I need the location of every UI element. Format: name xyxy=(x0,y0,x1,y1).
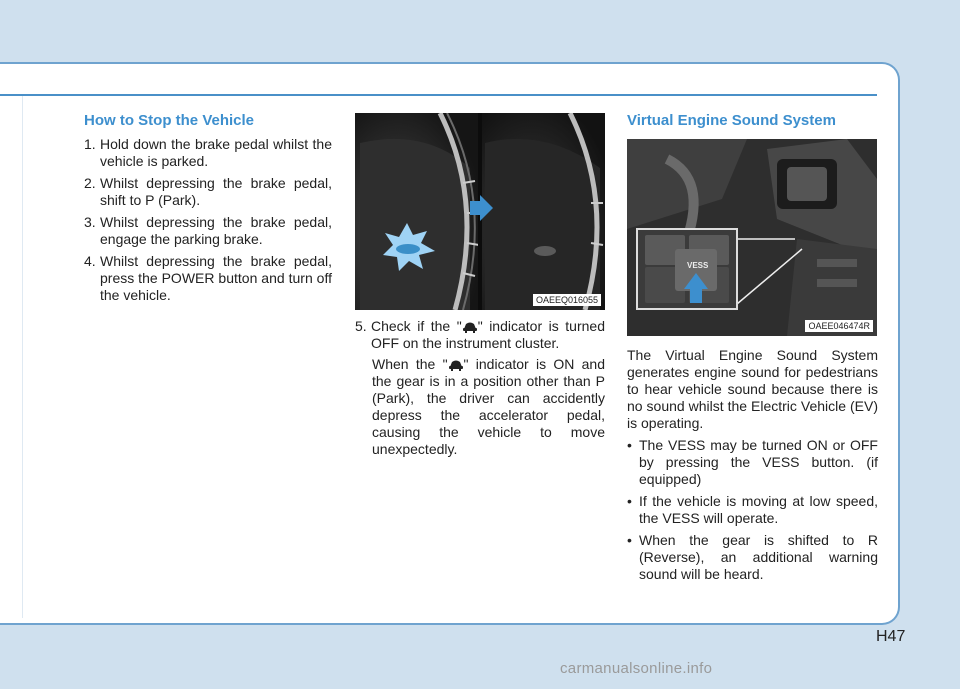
step-5 xyxy=(355,318,605,458)
warning-note xyxy=(355,356,605,458)
margin-line xyxy=(22,96,23,618)
step-number: 4. xyxy=(84,253,96,269)
stop-steps-list xyxy=(84,136,332,309)
list-item xyxy=(627,493,878,527)
page-number: H47 xyxy=(876,628,906,645)
vess-intro: The Virtual Engine Sound System generates engine sound for pedestrians to hear vehicle sound because there is no sound whilst the Electric Vehicle (EV) is operating. xyxy=(627,347,878,431)
bullet-text: The VESS may be turned ON or OFF by pressing the VESS button. (if equipped) xyxy=(639,437,878,487)
step-number: 3. xyxy=(84,214,96,230)
bullet-dot: • xyxy=(627,532,632,548)
photo-code: OAEEQ016055 xyxy=(533,294,601,306)
section-title-stop: How to Stop the Vehicle xyxy=(84,112,255,129)
bullet-text: When the gear is shifted to R (Reverse), an additional warning sound will be heard. xyxy=(639,532,878,582)
bullet-text: If the vehicle is moving at low speed, the VESS will operate. xyxy=(639,493,878,526)
vess-bullets xyxy=(627,437,878,583)
step-5-text-before: Check if the " xyxy=(371,318,462,334)
cluster-illustration xyxy=(355,113,605,310)
list-item xyxy=(355,318,605,352)
list-item xyxy=(84,175,332,209)
vess-description xyxy=(627,347,878,588)
note-text-before: When the " xyxy=(372,356,448,372)
list-item xyxy=(627,437,878,488)
step-text: Hold down the brake pedal whilst the vehicle is parked. xyxy=(100,136,332,169)
step-text xyxy=(371,318,605,352)
list-item xyxy=(84,136,332,170)
list-item xyxy=(84,214,332,248)
step-number: 2. xyxy=(84,175,96,191)
header-rule xyxy=(0,94,877,96)
list-item xyxy=(84,253,332,304)
dashboard-illustration xyxy=(627,139,877,336)
note-text-after: " indicator is ON and the gear is in a position other than P (Park), the driver can accidently depress the accelerator pedal, causing the vehicle to move unexpectedly. xyxy=(372,356,605,457)
car-ready-icon xyxy=(448,358,464,372)
step-text: Whilst depressing the brake pedal, engage the parking brake. xyxy=(100,214,332,247)
vess-button-label: VESS xyxy=(687,261,709,270)
cluster-photo xyxy=(355,113,605,310)
step-5-text-after: " indicator is turned OFF on the instrument cluster. xyxy=(371,318,605,351)
car-ready-icon xyxy=(462,320,478,334)
watermark-link[interactable]: carmanualsonline.info xyxy=(560,660,713,677)
step-text: Whilst depressing the brake pedal, press the POWER button and turn off the vehicle. xyxy=(100,253,332,303)
bullet-dot: • xyxy=(627,437,632,453)
list-item xyxy=(627,532,878,583)
vess-button-photo xyxy=(627,139,877,336)
bullet-dot: • xyxy=(627,493,632,509)
step-text: Whilst depressing the brake pedal, shift to P (Park). xyxy=(100,175,332,208)
photo-code: OAEE046474R xyxy=(805,320,873,332)
step-number: 1. xyxy=(84,136,96,152)
step-number: 5. xyxy=(355,318,367,334)
section-title-vess: Virtual Engine Sound System xyxy=(627,112,836,129)
